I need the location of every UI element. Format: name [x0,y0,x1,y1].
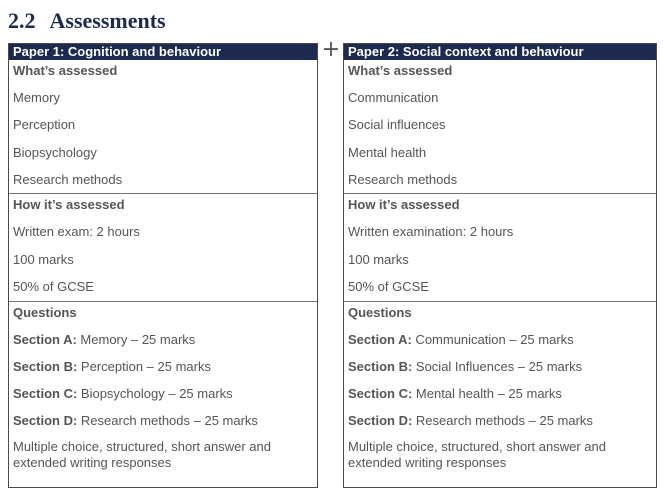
question-format-note: Multiple choice, structured, short answer and extended writing responses [13,439,271,471]
list-item [9,326,317,353]
list-item: Written examination: 2 hours [348,224,514,240]
list-item [344,380,656,407]
section-title: Assessments [49,8,166,33]
list-item [9,353,317,380]
question-section-label: Section B: [348,358,413,374]
question-section-label: Section A: [348,331,412,347]
list-item: 50% of GCSE [348,279,429,295]
question-section-label: Section D: [348,413,413,429]
list-item: Research methods [13,171,123,187]
question-section-label: Section C: [348,386,413,402]
list-item: Communication [348,90,439,105]
question-section-text: Mental health – 25 marks [412,386,562,402]
plus-icon: + [321,37,341,62]
whats-assessed-section [9,60,317,193]
how-assessed-section [9,193,317,301]
list-item: Social influences [348,117,446,133]
whats-assessed-section [344,60,656,193]
question-section-text: Communication – 25 marks [411,331,574,347]
question-section-label: Section B: [13,358,78,374]
question-section-text: Social Influences – 25 marks [412,358,583,374]
list-item: 50% of GCSE [13,279,94,295]
section-label: Questions [348,304,412,320]
question-section-text: Research methods – 25 marks [412,413,593,429]
paper-2-panel [343,43,657,488]
list-item: 100 marks [348,251,409,267]
list-item: Research methods [348,171,458,187]
question-section-text: Research methods – 25 marks [77,413,258,429]
list-item: Mental health [348,144,427,160]
list-item: 100 marks [13,251,74,267]
paper-title: Paper 1: Cognition and behaviour [9,44,317,60]
list-item [9,380,317,407]
list-item [9,407,317,434]
section-heading [8,7,166,35]
paper-title: Paper 2: Social context and behaviour [344,44,656,60]
question-section-label: Section D: [13,413,78,429]
question-section-text: Perception – 25 marks [77,358,211,374]
list-item: Written exam: 2 hours [13,224,140,240]
section-label: How it’s assessed [348,197,460,213]
question-format-note: Multiple choice, structured, short answer and extended writing responses [348,439,606,471]
questions-section [9,301,317,476]
list-item [344,353,656,380]
section-label: How it’s assessed [13,197,125,213]
list-item: Biopsychology [13,144,97,160]
how-assessed-section [344,193,656,301]
list-item: Perception [13,117,76,133]
question-section-text: Biopsychology – 25 marks [77,386,233,402]
section-label: Questions [13,304,77,320]
section-number: 2.2 [8,8,36,33]
list-item [344,326,656,353]
question-section-text: Memory – 25 marks [76,331,196,347]
paper-1-panel [8,43,318,488]
list-item: Memory [13,90,60,105]
list-item [344,407,656,434]
questions-section [344,301,656,476]
section-label: What’s assessed [348,63,453,78]
question-section-label: Section A: [13,331,77,347]
section-label: What’s assessed [13,63,118,78]
question-section-label: Section C: [13,386,78,402]
